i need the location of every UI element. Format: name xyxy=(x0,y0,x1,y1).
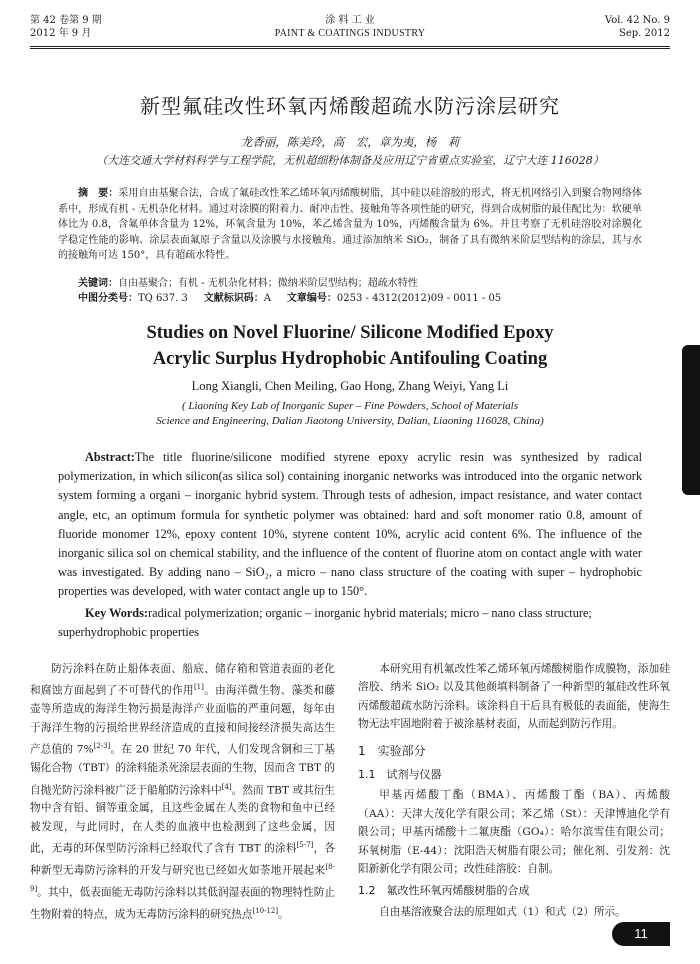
body-column-left xyxy=(30,660,335,924)
article-id-value: 0253 - 4312(2012)09 - 0011 - 05 xyxy=(336,293,502,304)
intro-text-3: 。在 20 世纪 70 年代，人们发现含铜和三丁基锡化合物（TBT）的涂料能杀死涂层表面的生物，因而含 TBT 的自抛光防污涂料被广泛于船舶防污涂料中 xyxy=(30,743,335,797)
intro-text-4: 。然而 TBT 或其衍生物中含有铅、铜等重金属，且这些金属在人类的食物和鱼中已经被发现，与此同时，在人类的血液中也检测到了这些金属，因此，无毒的环保型防污涂料已经取代了含有 TBT 的涂料 xyxy=(30,784,336,855)
authors-en: Long Xiangli, Chen Meiling, Gao Hong, Zhang Weiyi, Yang Li xyxy=(191,379,509,393)
affiliation-cn: （大连交通大学材料科学与工程学院，无机超细粉体制备及应用辽宁省重点实验室，辽宁大连 116028） xyxy=(96,154,604,167)
keywords-en-text: radical polymerization; organic – inorganic hybrid materials; micro – nano class structure; superhydrophobic properties xyxy=(58,606,592,640)
citation-ref: [8-9] xyxy=(30,863,335,894)
citation-ref: [4] xyxy=(221,782,232,791)
study-paragraph: 本研究用有机氟改性苯乙烯环氧丙烯酸树脂作成膜物，添加硅溶胶、纳米 SiO₂ 以及其他颜填料制备了一种新型的氟硅改性环氧丙烯酸超疏水防污涂料。该涂料自干后具有极低的表面能，使海生物无法牢固地附着于被涂基材表面，从而起到防污作用。 xyxy=(358,663,670,731)
clc-label: 中图分类号： xyxy=(78,293,138,304)
keywords-cn-label: 关键词： xyxy=(78,278,118,289)
section-heading-experimental: 1 实验部分 xyxy=(358,743,426,758)
citation-ref: [1] xyxy=(193,683,204,692)
affiliation-en xyxy=(0,399,700,429)
affiliation-en-line1: ( Liaoning Key Lab of Inorganic Super – Fine Powders, School of Materials xyxy=(182,400,518,412)
classification-line xyxy=(58,292,642,306)
header-journal-name xyxy=(30,14,670,40)
reagents-paragraph: 甲基丙烯酸丁酯（BMA）、丙烯酸丁酯（BA）、丙烯酸（AA）：天津大茂化学有限公司；苯乙烯（St）：天津博迪化学有限公司；甲基丙烯酸十二氟庚酯（GO₄）：哈尔滨雪佳有限公司；环氧树脂（E-44）：沈阳浩天树脂有限公司；催化剂、引发剂：沈阳新新化学有限公司；改性硅溶胶：自制。 xyxy=(358,789,670,876)
body-column-right xyxy=(358,660,670,921)
header-vol-no: Vol. 42 No. 9 xyxy=(604,15,670,26)
intro-text-1: 防污涂料在防止船体表面、船底、储存箱和管道表面的老化和腐蚀方面起到了不可替代的作用 xyxy=(30,663,335,697)
keywords-en-label: Key Words: xyxy=(85,606,149,620)
subsection-heading-reagents: 1.1 试剂与仪器 xyxy=(358,768,442,782)
clc-value: TQ 637. 3 xyxy=(138,293,188,304)
article-id-label: 文章编号： xyxy=(286,293,337,304)
citation-ref: [10-12] xyxy=(252,907,279,916)
affiliation-en-line2: Science and Engineering, Dalian Jiaotong University, Dalian, Liaoning 116028, China) xyxy=(156,415,544,427)
keywords-cn-text: 自由基聚合；有机 - 无机杂化材料；微纳米阶层型结构；超疏水特性 xyxy=(118,278,418,289)
doc-code-value: A xyxy=(263,293,271,304)
citation-ref: [2-3] xyxy=(93,742,111,751)
citation-ref: [5-7] xyxy=(296,841,314,850)
header-rule-bottom xyxy=(30,48,670,49)
synthesis-paragraph: 自由基溶液聚合法的原理如式（1）和式（2）所示。 xyxy=(379,905,626,918)
doc-code-label: 文献标识码： xyxy=(203,293,264,304)
paper-title-en xyxy=(0,320,700,372)
page-number: 11 xyxy=(612,922,670,946)
header-journal-en: PAINT & COATINGS INDUSTRY xyxy=(274,28,426,39)
header-rule-top xyxy=(30,46,670,47)
paper-title-en-line1: Studies on Novel Fluorine/ Silicone Modified Epoxy xyxy=(146,323,554,343)
intro-text-7: 。 xyxy=(278,908,289,921)
paper-title-en-line2: Acrylic Surplus Hydrophobic Antifouling Coating xyxy=(152,349,548,369)
header-date-en: Sep. 2012 xyxy=(619,28,670,39)
intro-text-5: ，各种新型无毒防污涂料的开发与研究也已经如火如荼地开展起来 xyxy=(30,842,336,877)
abstract-cn xyxy=(58,186,642,264)
header-journal-cn: 涂 料 工 业 xyxy=(325,15,375,26)
intro-text-2: 。由海洋微生物、藻类和藤壶等所造成的海洋生物污损是海洋产业面临的严重问题，每年由于海洋生物的污损给世界经济造成的直接和间接经济损失高达生产总值的 7% xyxy=(30,684,336,756)
header-volume-en xyxy=(605,14,670,40)
subsection-heading-synthesis: 1.2 氟改性环氧丙烯酸树脂的合成 xyxy=(358,884,530,898)
abstract-cn-label: 摘 要： xyxy=(78,188,119,199)
header-volume-issue: 第 42 卷第 9 期 xyxy=(30,15,102,26)
paper-title-cn: 新型氟硅改性环氧丙烯酸超疏水防污涂层研究 xyxy=(140,94,560,118)
intro-paragraph xyxy=(30,660,335,924)
abstract-en-text: The title fluorine/silicone modified styrene epoxy acrylic resin was synthesized by radical polymerization, in which silicon(as silica sol) containing inorganic networks was introduced into the organic network system forming a organi – inorganic hybrid system. Through tests of adhesion, impact resistance, and water contact angle, etc, an optimum formula for synthetic polymer was obtained: hard and soft monomer ratio 0.8, amount of fluoride monomer 12%, epoxy content 10%, styrene content 10%, acrylic acid content 6%. The influence of the inorganic silica sol on chemical stability, and the influence of the content of fluorine atom on contact angle with water was investigated. By adding nano – SiO₂, a micro – nano class structure of the coating with super – hydrophobic properties was developed, with water contact angle up to 150°. xyxy=(58,450,642,599)
keywords-cn xyxy=(58,277,642,291)
abstract-cn-text: 采用自由基聚合法，合成了氟硅改性苯乙烯环氧丙烯酸树脂，其中硅以硅溶胶的形式，将无机网络引入到聚合物网络体系中，形成有机 - 无机杂化材料。通过对涂膜的附着力、耐冲击性、接触角等各项性能的研究，得到合成树脂的最佳配比为：软硬单体比为 0.8，含氟单体含量为 12%，环氧含量为 10%，苯乙烯含量为 10%，丙烯酸含量为 6%。并且考察了无机硅溶胶对涂膜化学稳定性能的影响、涂层表面氟原子含量以及涂膜与水接触角。通过添加纳米 SiO₂，制备了具有微纳米阶层型结构的涂层，其与水的接触角可达 150°，具有超疏水特性。 xyxy=(58,188,643,261)
keywords-en xyxy=(58,604,642,642)
abstract-en-label: Abstract: xyxy=(85,450,135,464)
intro-text-6: 。其中，低表面能无毒防污涂料以其低润湿表面的物理特性防止生物附着的特点，成为无毒防污涂料的研究热点 xyxy=(30,886,335,921)
header-date-cn: 2012 年 9 月 xyxy=(30,28,92,39)
abstract-en xyxy=(58,448,642,602)
authors-cn: 龙香丽，陈美玲，高 宏，章为夷，杨 莉 xyxy=(240,135,460,149)
